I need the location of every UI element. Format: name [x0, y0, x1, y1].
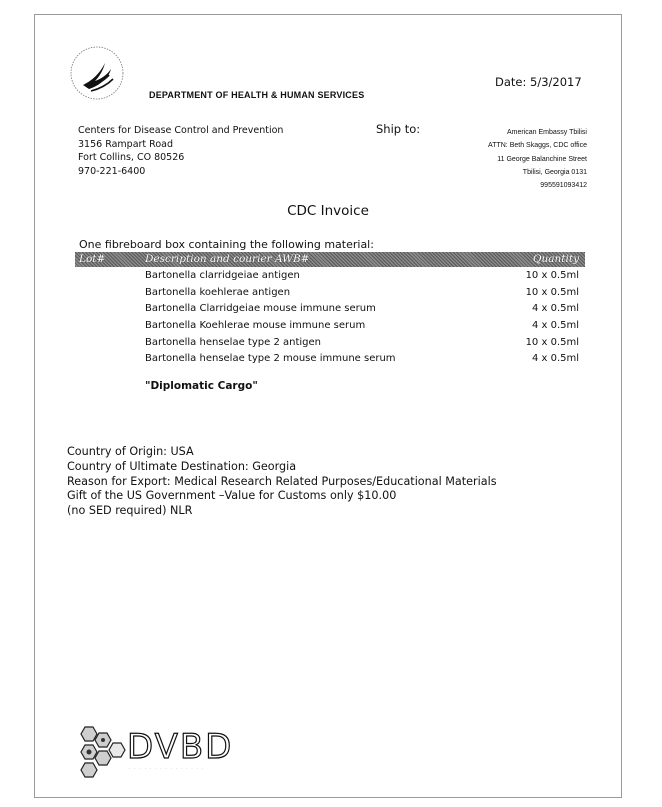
item-description: Bartonella henselae type 2 antigen [145, 336, 321, 348]
dvbd-hexagon-logo-icon [71, 723, 131, 779]
invoice-title: CDC Invoice [287, 203, 369, 219]
sender-address [78, 124, 283, 178]
item-description: Bartonella koehlerae antigen [145, 286, 291, 298]
item-quantity: 4 x 0.5ml [531, 353, 579, 365]
invoice-date: Date: 5/3/2017 [495, 75, 582, 89]
sender-line: Centers for Disease Control and Prevention [78, 125, 284, 136]
item-quantity: 4 x 0.5ml [531, 320, 579, 332]
recipient-line: 995591093412 [540, 182, 587, 190]
dvbd-logo [71, 723, 251, 779]
table-row [75, 351, 585, 368]
item-description: Bartonella henselae type 2 mouse immune serum [145, 353, 396, 365]
item-quantity: 10 x 0.5ml [525, 336, 579, 348]
cargo-note: "Diplomatic Cargo" [145, 380, 258, 392]
item-table [75, 268, 585, 368]
column-header-quantity: Quantity [532, 253, 579, 265]
invoice-page [34, 14, 622, 798]
item-description: Bartonella clarridgeiae antigen [145, 270, 300, 281]
column-header-description: Description and courier AWB# [145, 253, 310, 265]
logo-subtitle-rule: · · · · · · · · · · · · · · · [129, 766, 205, 772]
sender-line: Fort Collins, CO 80526 [78, 152, 185, 163]
invoice-intro: One fibreboard box containing the following material: [79, 238, 374, 251]
department-name: DEPARTMENT OF HEALTH & HUMAN SERVICES [149, 90, 365, 100]
item-quantity: 10 x 0.5ml [525, 270, 579, 281]
table-row [75, 335, 585, 352]
recipient-line: American Embassy Tbilisi [506, 129, 587, 136]
sender-line: 3156 Rampart Road [78, 138, 174, 150]
column-header-lot: Lot# [79, 253, 106, 265]
sender-line: 970-221-6400 [78, 165, 146, 177]
hhs-eagle-seal-icon [69, 45, 125, 101]
customs-info [67, 445, 497, 519]
table-header [75, 252, 585, 267]
table-row [75, 301, 585, 318]
logo-text: DVBD [127, 727, 234, 767]
item-description: Bartonella Koehlerae mouse immune serum [145, 320, 366, 332]
item-quantity: 10 x 0.5ml [525, 286, 579, 298]
ship-to-label: Ship to: [376, 122, 421, 136]
customs-line: Reason for Export: Medical Research Related Purposes/Educational Materials [67, 474, 497, 488]
recipient-line: Tbilisi, Georgia 0131 [522, 168, 587, 176]
customs-line: (no SED required) NLR [67, 504, 193, 518]
recipient-line: 11 George Balanchine Street [497, 155, 587, 163]
customs-line: Country of Origin: USA [67, 445, 194, 458]
item-description: Bartonella Clarridgeiae mouse immune serum [145, 303, 376, 315]
table-row [75, 268, 585, 285]
customs-line: Gift of the US Government –Value for Customs only $10.00 [67, 489, 397, 503]
customs-line: Country of Ultimate Destination: Georgia [67, 459, 297, 473]
item-quantity: 4 x 0.5ml [531, 303, 579, 315]
table-row [75, 285, 585, 302]
recipient-line: ATTN: Beth Skaggs, CDC office [488, 142, 587, 150]
table-row [75, 318, 585, 335]
recipient-address [488, 126, 587, 192]
